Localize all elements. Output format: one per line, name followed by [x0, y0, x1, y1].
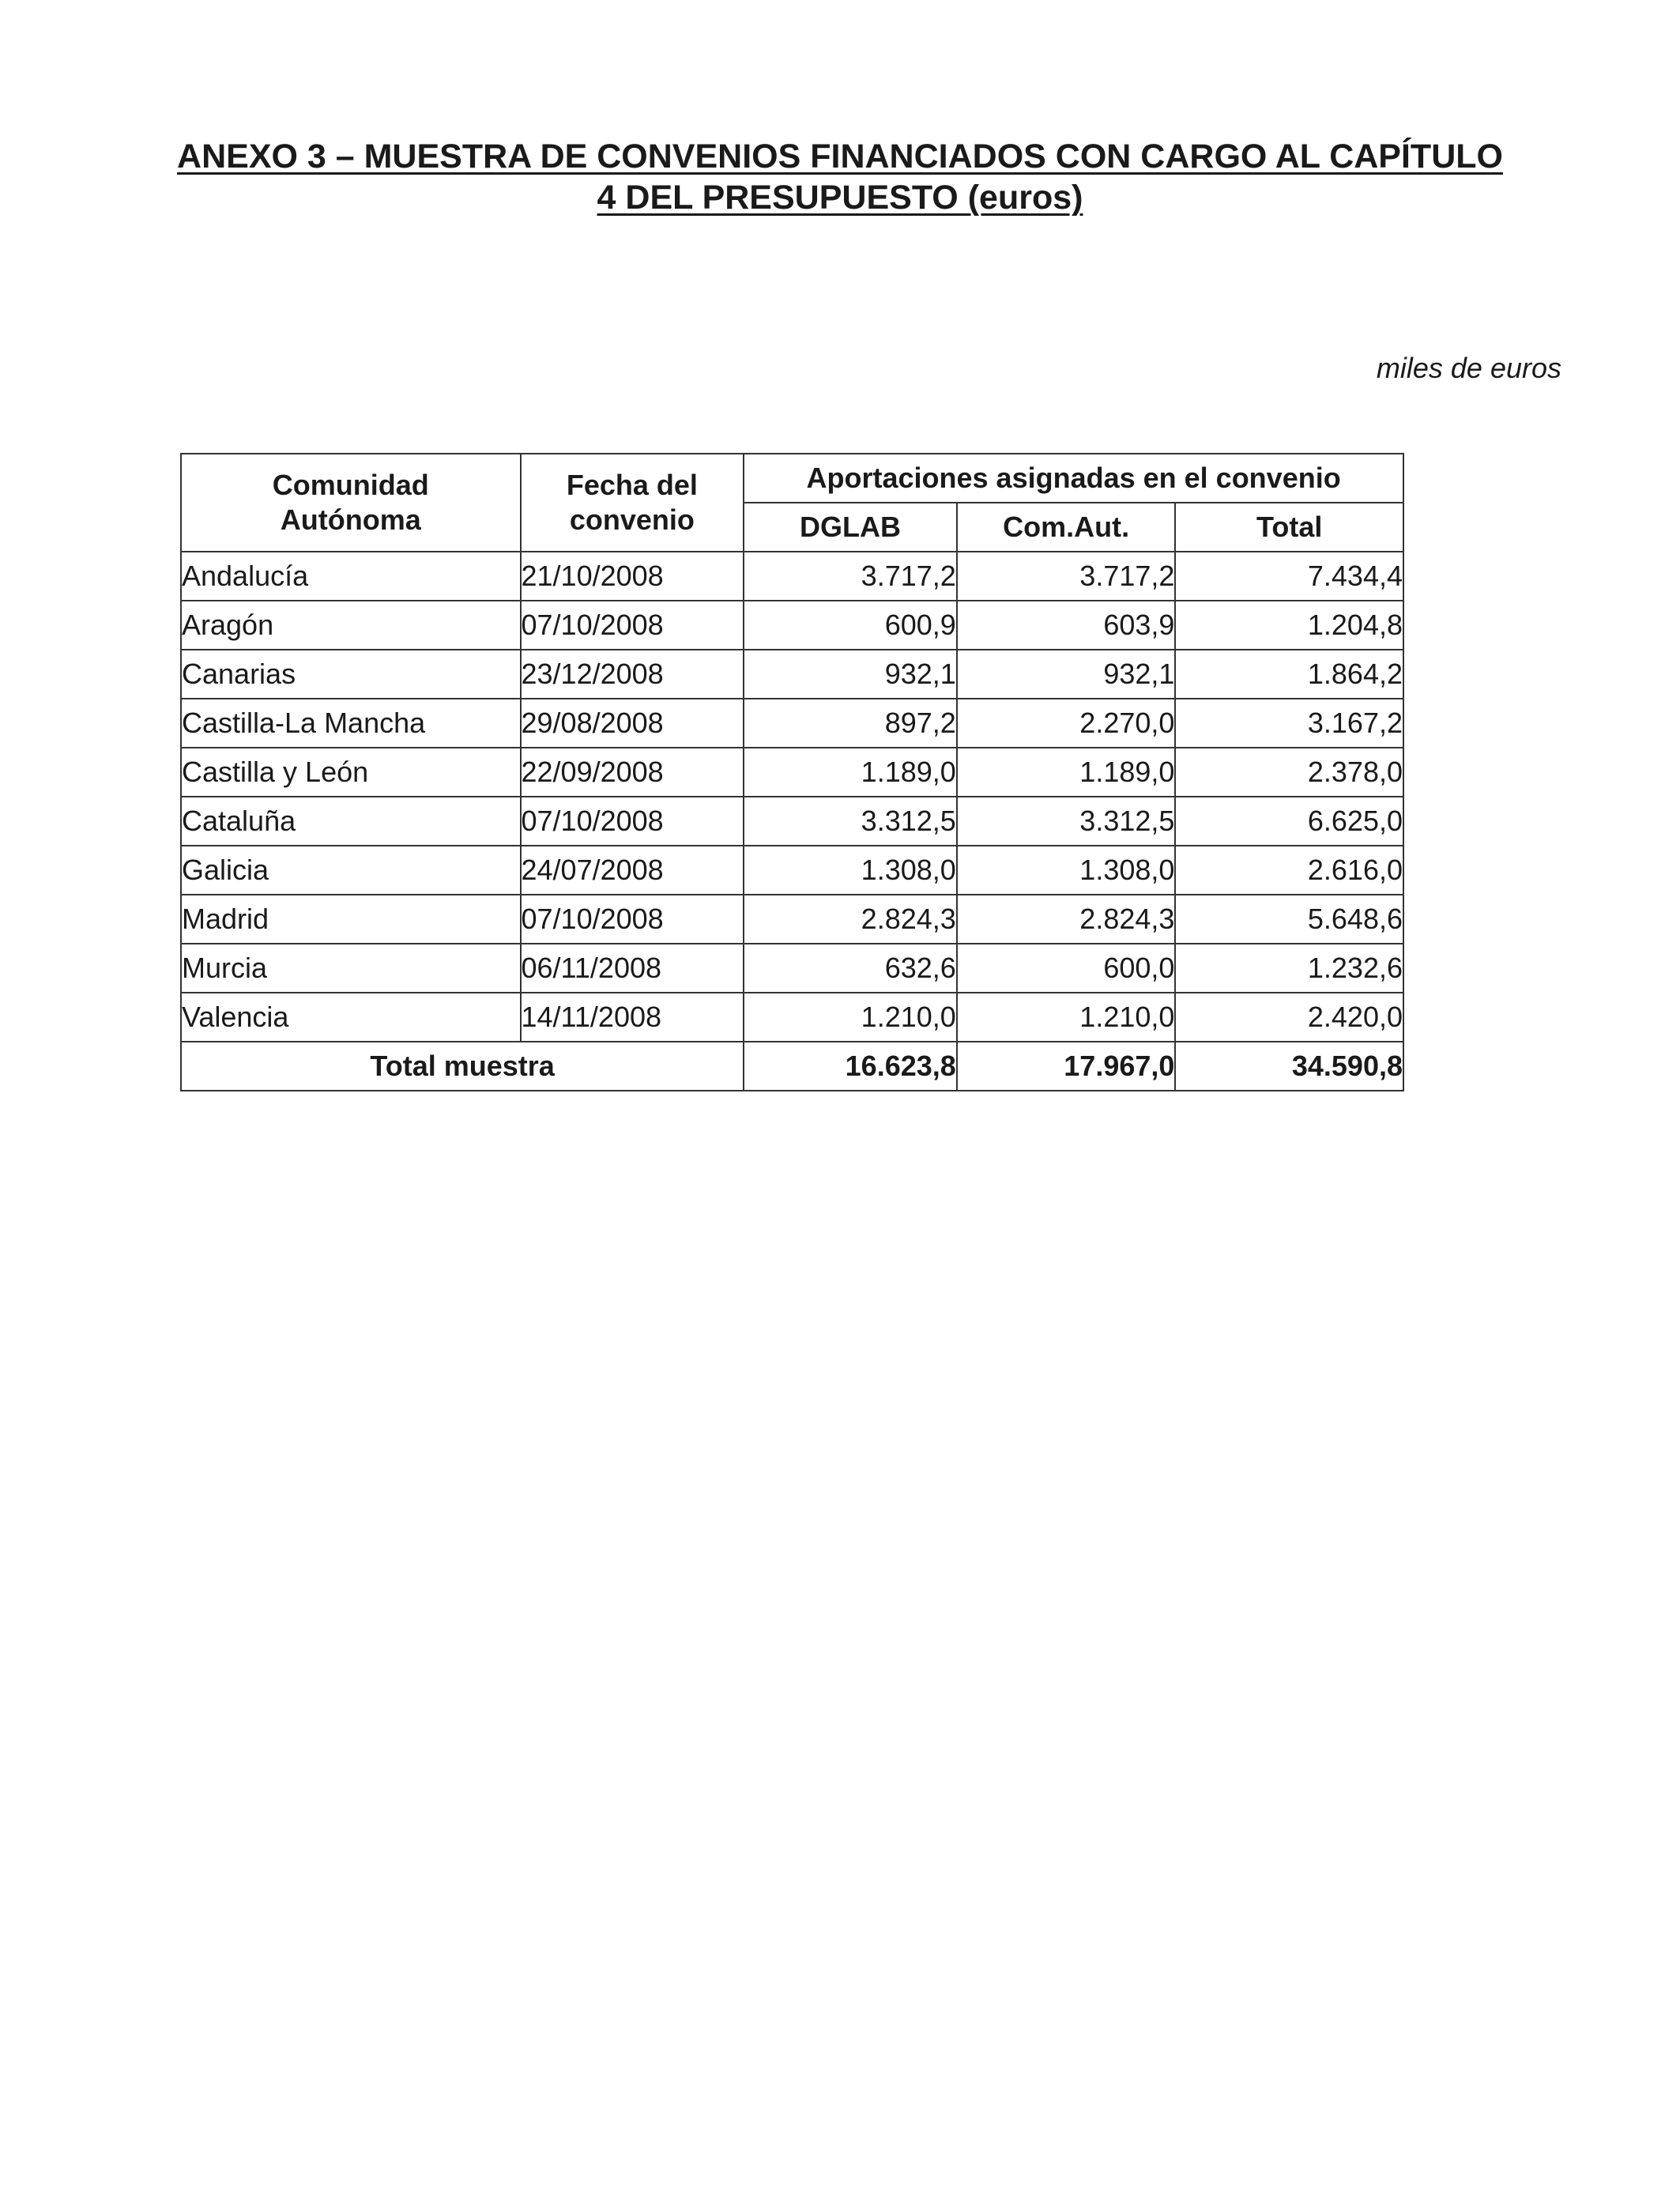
cell-dglab: 1.308,0	[744, 846, 957, 895]
cell-comaut: 3.312,5	[957, 797, 1176, 846]
title-line-1: ANEXO 3 – MUESTRA DE CONVENIOS FINANCIADOS CON CARGO AL CAPÍTULO	[177, 138, 1503, 175]
table-row	[181, 895, 1403, 944]
cell-dglab: 1.210,0	[744, 993, 957, 1042]
cell-comaut: 932,1	[957, 650, 1176, 699]
table-row	[181, 699, 1403, 748]
header-fecha-text: Fecha del convenio	[566, 469, 698, 536]
cell-total: 2.378,0	[1175, 748, 1403, 797]
cell-comaut: 603,9	[957, 601, 1176, 650]
units-note: miles de euros	[1376, 352, 1561, 384]
cell-fecha: 29/08/2008	[521, 699, 744, 748]
cell-fecha: 07/10/2008	[521, 601, 744, 650]
cell-comaut: 600,0	[957, 944, 1176, 993]
cell-comaut: 2.824,3	[957, 895, 1176, 944]
header-dglab: DGLAB	[744, 503, 957, 552]
header-comunidad	[181, 454, 521, 552]
table-row	[181, 797, 1403, 846]
cell-comaut: 1.210,0	[957, 993, 1176, 1042]
cell-comunidad: Valencia	[181, 993, 521, 1042]
cell-total: 5.648,6	[1175, 895, 1403, 944]
total-comaut: 17.967,0	[957, 1042, 1176, 1091]
table-row	[181, 748, 1403, 797]
header-comunidad-text: Comunidad Autónoma	[272, 469, 429, 536]
cell-fecha: 07/10/2008	[521, 895, 744, 944]
cell-fecha: 23/12/2008	[521, 650, 744, 699]
cell-dglab: 632,6	[744, 944, 957, 993]
cell-total: 3.167,2	[1175, 699, 1403, 748]
convenios-table	[180, 453, 1404, 1091]
total-row	[181, 1042, 1403, 1091]
table-header	[181, 454, 1403, 552]
cell-total: 6.625,0	[1175, 797, 1403, 846]
table-row	[181, 846, 1403, 895]
cell-dglab: 2.824,3	[744, 895, 957, 944]
cell-comunidad: Castilla-La Mancha	[181, 699, 521, 748]
cell-fecha: 07/10/2008	[521, 797, 744, 846]
cell-dglab: 1.189,0	[744, 748, 957, 797]
cell-dglab: 3.312,5	[744, 797, 957, 846]
cell-comunidad: Cataluña	[181, 797, 521, 846]
document-title	[119, 136, 1561, 218]
cell-fecha: 21/10/2008	[521, 552, 744, 601]
table-row	[181, 993, 1403, 1042]
cell-comaut: 2.270,0	[957, 699, 1176, 748]
cell-dglab: 897,2	[744, 699, 957, 748]
cell-dglab: 3.717,2	[744, 552, 957, 601]
cell-comunidad: Canarias	[181, 650, 521, 699]
cell-comaut: 3.717,2	[957, 552, 1176, 601]
cell-comunidad: Andalucía	[181, 552, 521, 601]
table-row	[181, 650, 1403, 699]
cell-comunidad: Castilla y León	[181, 748, 521, 797]
cell-comaut: 1.189,0	[957, 748, 1176, 797]
table-footer	[181, 1042, 1403, 1091]
total-label: Total muestra	[181, 1042, 744, 1091]
header-comaut: Com.Aut.	[957, 503, 1176, 552]
cell-total: 1.864,2	[1175, 650, 1403, 699]
header-row-1	[181, 454, 1403, 503]
title-line-2: 4 DEL PRESUPUESTO (euros)	[597, 179, 1083, 217]
table-body	[181, 552, 1403, 1042]
cell-total: 2.420,0	[1175, 993, 1403, 1042]
cell-comunidad: Aragón	[181, 601, 521, 650]
cell-fecha: 24/07/2008	[521, 846, 744, 895]
cell-total: 2.616,0	[1175, 846, 1403, 895]
cell-comunidad: Galicia	[181, 846, 521, 895]
cell-comunidad: Madrid	[181, 895, 521, 944]
cell-total: 1.204,8	[1175, 601, 1403, 650]
cell-total: 1.232,6	[1175, 944, 1403, 993]
cell-fecha: 14/11/2008	[521, 993, 744, 1042]
cell-comaut: 1.308,0	[957, 846, 1176, 895]
cell-dglab: 600,9	[744, 601, 957, 650]
header-aportaciones: Aportaciones asignadas en el convenio	[744, 454, 1403, 503]
cell-fecha: 22/09/2008	[521, 748, 744, 797]
total-dglab: 16.623,8	[744, 1042, 957, 1091]
cell-comunidad: Murcia	[181, 944, 521, 993]
cell-dglab: 932,1	[744, 650, 957, 699]
total-total: 34.590,8	[1175, 1042, 1403, 1091]
table-row	[181, 601, 1403, 650]
cell-total: 7.434,4	[1175, 552, 1403, 601]
header-total: Total	[1175, 503, 1403, 552]
header-fecha	[521, 454, 744, 552]
table-row	[181, 944, 1403, 993]
table-row	[181, 552, 1403, 601]
cell-fecha: 06/11/2008	[521, 944, 744, 993]
